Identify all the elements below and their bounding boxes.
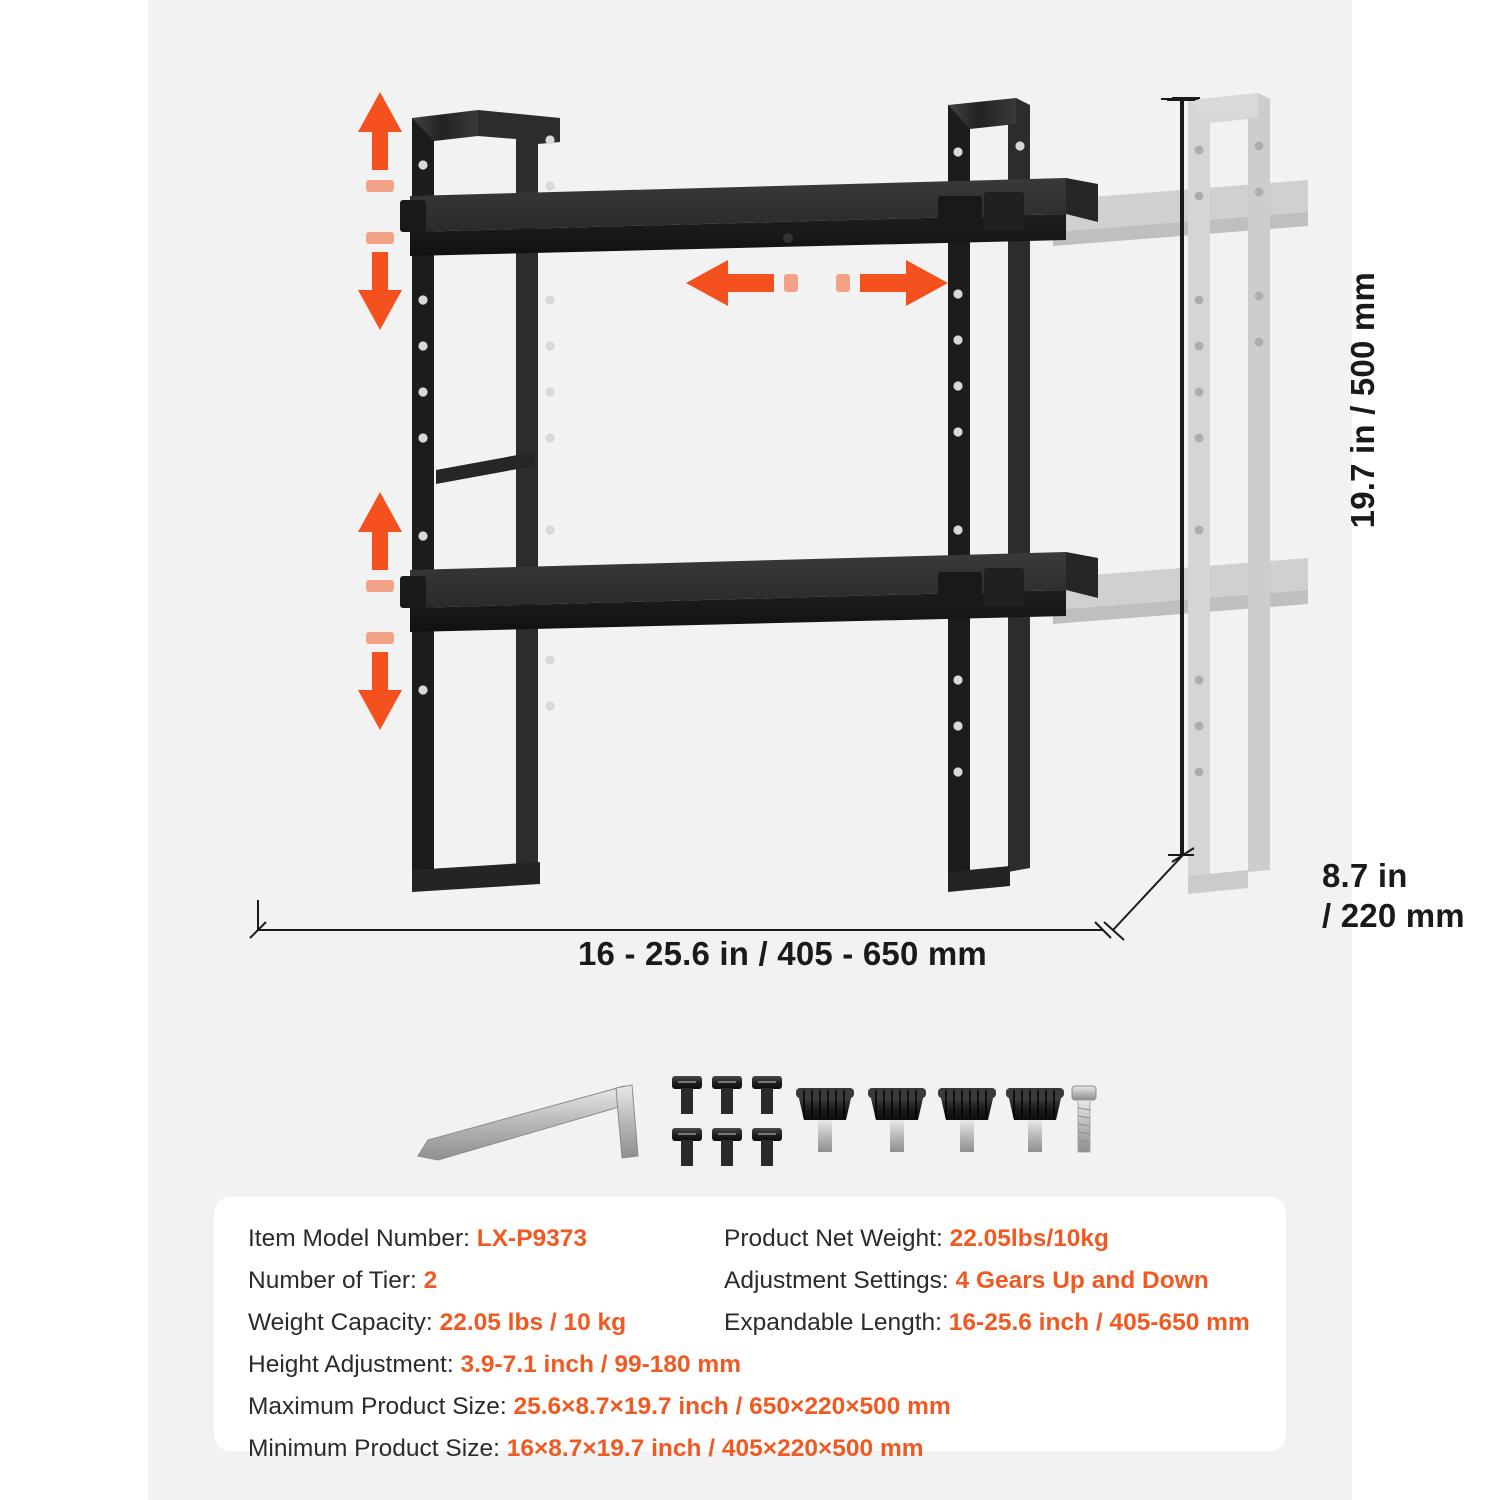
thumb-knob-3 xyxy=(938,1088,996,1152)
spec-expandable-length xyxy=(724,1309,1250,1337)
arrow-vertical-top xyxy=(358,92,402,330)
spec-label: Height Adjustment: xyxy=(248,1351,454,1378)
spec-minimum-product-size xyxy=(248,1435,924,1463)
spec-label: Item Model Number: xyxy=(248,1225,470,1252)
spec-value: 22.05lbs/10kg xyxy=(949,1225,1109,1252)
screw-small-2 xyxy=(712,1076,742,1114)
spec-value: LX-P9373 xyxy=(476,1225,588,1252)
right-white-band xyxy=(1352,0,1500,1500)
spec-value: 16-25.6 inch / 405-650 mm xyxy=(948,1309,1250,1336)
spec-weight-capacity xyxy=(248,1309,626,1337)
thumb-knob-1 xyxy=(796,1088,854,1152)
thumb-knob-2 xyxy=(868,1088,926,1152)
spec-label: Maximum Product Size: xyxy=(248,1393,507,1420)
depth-dimension-line2: / 220 mm xyxy=(1322,896,1465,934)
spec-label: Weight Capacity: xyxy=(248,1309,433,1336)
height-dimension-label: 19.7 in / 500 mm xyxy=(1344,272,1381,529)
spec-value: 25.6×8.7×19.7 inch / 650×220×500 mm xyxy=(513,1393,951,1420)
screw-small-1 xyxy=(672,1076,702,1114)
spec-product-net-weight xyxy=(724,1225,1109,1253)
screw-small-6 xyxy=(752,1128,782,1166)
hardware-svg xyxy=(400,1060,1100,1190)
upper-shelf xyxy=(400,178,1098,256)
spec-value: 3.9-7.1 inch / 99-180 mm xyxy=(460,1351,741,1378)
spec-label: Product Net Weight: xyxy=(724,1225,943,1252)
shelf-diagram-svg xyxy=(148,0,1352,1020)
spec-label: Minimum Product Size: xyxy=(248,1435,500,1462)
screw-small-3 xyxy=(752,1076,782,1114)
spec-adjustment-settings xyxy=(724,1267,1209,1295)
spec-label: Number of Tier: xyxy=(248,1267,417,1294)
product-illustration xyxy=(148,0,1465,1020)
depth-dimension-label xyxy=(1322,856,1465,935)
specifications-card xyxy=(214,1197,1286,1462)
hardware-parts-row xyxy=(400,1060,1100,1190)
screw-small-4 xyxy=(672,1128,702,1166)
spec-item-model-number xyxy=(248,1225,587,1253)
depth-dimension-line1: 8.7 in xyxy=(1322,857,1408,894)
bolt-1 xyxy=(1072,1086,1096,1152)
spec-value: 4 Gears Up and Down xyxy=(955,1267,1209,1294)
spec-height-adjustment xyxy=(248,1351,741,1379)
hex-wrench-icon xyxy=(418,1085,638,1160)
spec-maximum-product-size xyxy=(248,1393,951,1421)
spec-value: 2 xyxy=(423,1267,438,1294)
arrow-vertical-bottom xyxy=(358,492,402,730)
lower-shelf xyxy=(400,552,1098,632)
screw-small-5 xyxy=(712,1128,742,1166)
spec-value: 16×8.7×19.7 inch / 405×220×500 mm xyxy=(506,1435,924,1462)
thumb-knob-4 xyxy=(1006,1088,1064,1152)
spec-number-of-tier xyxy=(248,1267,437,1295)
left-white-band xyxy=(0,0,148,1500)
spec-value: 22.05 lbs / 10 kg xyxy=(439,1309,627,1336)
spec-label: Expandable Length: xyxy=(724,1309,942,1336)
arrow-horizontal-expand xyxy=(686,260,948,306)
spec-label: Adjustment Settings: xyxy=(724,1267,949,1294)
width-dimension-label: 16 - 25.6 in / 405 - 650 mm xyxy=(578,935,987,972)
